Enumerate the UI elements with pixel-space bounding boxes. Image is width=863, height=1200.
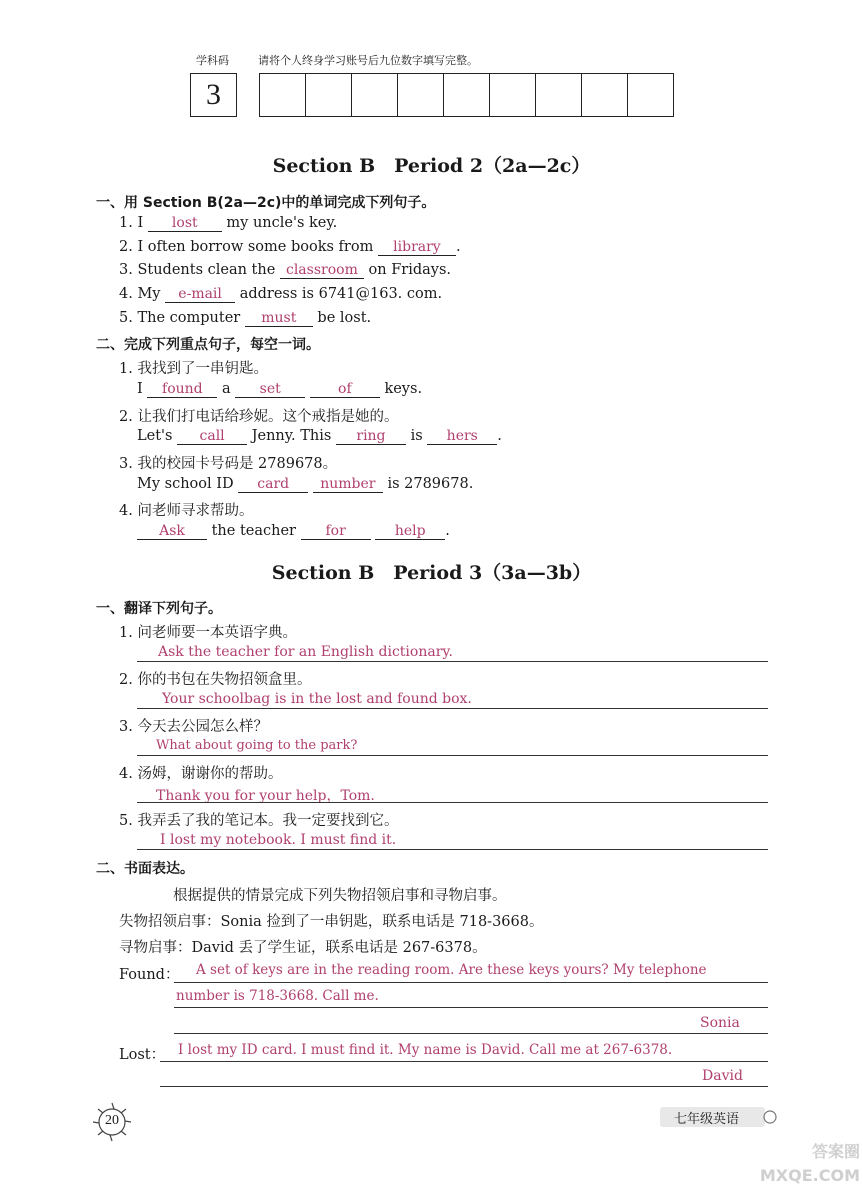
answer-blank[interactable]: found	[147, 381, 217, 398]
key-sentence-2: Let's call Jenny. This ring is hers .	[137, 428, 502, 444]
lost-notice-line-1: I lost my ID card. I must find it. My name is David. Call me at 267-6378.	[178, 1042, 673, 1058]
answer-blank[interactable]: must	[245, 310, 313, 327]
translate-prompt-5: 5. 我弄丢了我的笔记本。我一定要找到它。	[119, 813, 399, 829]
answer-line[interactable]	[137, 661, 768, 662]
answer-blank[interactable]: of	[310, 381, 380, 398]
key-sentence-3: My school ID card number is 2789678.	[137, 476, 474, 492]
digit-box[interactable]	[443, 73, 490, 117]
answer-line[interactable]	[137, 802, 768, 803]
answer-blank[interactable]: library	[378, 239, 456, 256]
translate-prompt-1: 1. 问老师要一本英语字典。	[119, 625, 297, 641]
subject-code-box: 3	[190, 73, 237, 117]
lost-notice-info: 寻物启事：David 丢了学生证，联系电话是 267-6378。	[119, 940, 487, 956]
fill-sentence-4: 4. My e-mail address is 6741@163. com.	[119, 286, 443, 302]
translation-answer-5: I lost my notebook. I must find it.	[160, 832, 397, 848]
watermark: 答案圈 MXQE.COM	[759, 1142, 860, 1185]
translate-prompt-4: 4. 汤姆，谢谢你的帮助。	[119, 766, 283, 782]
answer-blank[interactable]: for	[301, 523, 371, 540]
book-label-tab	[660, 1106, 780, 1128]
digit-box[interactable]	[305, 73, 352, 117]
chinese-prompt-2: 2. 让我们打电话给珍妮。这个戒指是她的。	[119, 409, 399, 425]
chinese-prompt-1: 1. 我找到了一串钥匙。	[119, 361, 268, 377]
answer-blank[interactable]: help	[375, 523, 445, 540]
chinese-prompt-4: 4. 问老师寻求帮助。	[119, 503, 254, 519]
translate-prompt-2: 2. 你的书包在失物招领盒里。	[119, 672, 312, 688]
answer-blank[interactable]: e-mail	[165, 286, 235, 303]
answer-blank[interactable]: lost	[148, 215, 222, 232]
digit-box[interactable]	[627, 73, 674, 117]
writing-intro: 根据提供的情景完成下列失物招领启事和寻物启事。	[173, 888, 507, 904]
found-notice-signature: Sonia	[700, 1015, 740, 1031]
answer-line[interactable]	[174, 982, 768, 983]
answer-line[interactable]	[160, 1061, 768, 1062]
answer-blank[interactable]: card	[238, 476, 308, 493]
answer-line[interactable]	[137, 849, 768, 850]
digit-box[interactable]	[351, 73, 398, 117]
answer-blank[interactable]: hers	[427, 428, 497, 445]
answer-line[interactable]	[137, 708, 768, 709]
translation-answer-3: What about going to the park?	[156, 738, 358, 753]
translation-answer-2: Your schoolbag is in the lost and found box.	[162, 691, 472, 707]
answer-blank[interactable]: classroom	[280, 262, 364, 279]
part1-heading: 一、用 Section B(2a—2c)中的单词完成下列句子。	[96, 195, 436, 211]
found-notice-line-2: number is 718-3668. Call me.	[176, 988, 379, 1004]
section-title-period-3: Section B Period 3（3a—3b）	[271, 562, 592, 584]
answer-line[interactable]	[137, 755, 768, 756]
part2-heading: 二、完成下列重点句子，每空一词。	[96, 337, 320, 353]
chinese-prompt-3: 3. 我的校园卡号码是 2789678。	[119, 456, 338, 472]
answer-blank[interactable]: ring	[336, 428, 406, 445]
answer-line[interactable]	[174, 1033, 768, 1034]
answer-blank[interactable]: Ask	[137, 523, 207, 540]
answer-blank[interactable]: set	[235, 381, 305, 398]
found-notice-info: 失物招领启事：Sonia 捡到了一串钥匙，联系电话是 718-3668。	[119, 914, 544, 930]
answer-blank[interactable]: call	[177, 428, 247, 445]
key-sentence-4: Ask the teacher for help .	[137, 523, 450, 540]
sun-ornament-icon	[760, 1106, 780, 1128]
answer-line[interactable]	[174, 1007, 768, 1008]
fill-sentence-5: 5. The computer must be lost.	[119, 310, 372, 326]
digit-box[interactable]	[397, 73, 444, 117]
translation-answer-1: Ask the teacher for an English dictionary.	[158, 644, 453, 660]
account-instruction: 请将个人终身学习账号后九位数字填写完整。	[258, 54, 478, 67]
found-label: Found：	[119, 967, 180, 983]
page-number: 20	[105, 1113, 119, 1128]
lost-label: Lost：	[119, 1047, 166, 1063]
book-label: 七年级英语	[674, 1112, 740, 1127]
section-title-period-2: Section B Period 2（2a—2c）	[272, 155, 591, 177]
digit-box[interactable]	[535, 73, 582, 117]
answer-line[interactable]	[160, 1086, 768, 1087]
translate-heading: 一、翻译下列句子。	[96, 601, 222, 617]
digit-box[interactable]	[259, 73, 306, 117]
answer-blank[interactable]: number	[313, 476, 383, 493]
page-number-badge	[88, 1101, 138, 1143]
found-notice-line-1: A set of keys are in the reading room. Are these keys yours? My telephone	[196, 962, 707, 978]
lost-notice-signature: David	[702, 1068, 743, 1084]
translation-answer-4: Thank you for your help，Tom.	[156, 788, 375, 804]
writing-heading: 二、书面表达。	[96, 861, 194, 877]
fill-sentence-2: 2. I often borrow some books from library .	[119, 239, 461, 255]
digit-box[interactable]	[489, 73, 536, 117]
fill-sentence-3: 3. Students clean the classroom on Fridays.	[119, 262, 452, 278]
key-sentence-1: I found a set of keys.	[137, 381, 423, 397]
translate-prompt-3: 3. 今天去公园怎么样？	[119, 719, 268, 735]
subject-code-label: 学科码	[196, 54, 229, 67]
fill-sentence-1: 1. I lost my uncle's key.	[119, 215, 338, 231]
digit-box[interactable]	[581, 73, 628, 117]
